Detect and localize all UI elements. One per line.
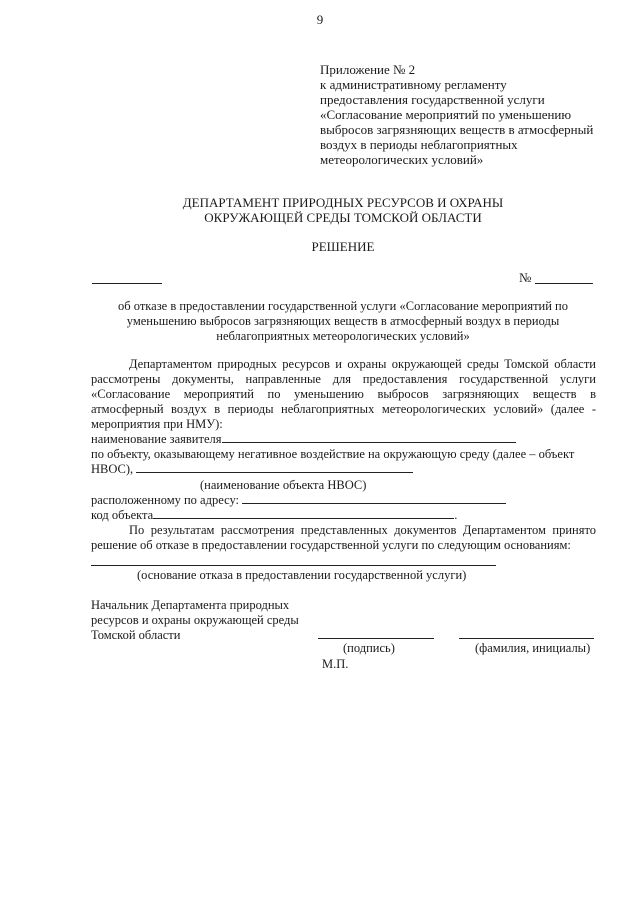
body-paragraph: Департаментом природных ресурсов и охраны окружающей среды Томской области рассмотрены документы, направленные для предоставления государственной услуги «Согласование мероприятий по уменьшению выбросов загрязняющих веществ в атмосферный воздух в периоды неблагоприятных метеорологических условий» (далее - мероприятия при НМУ): <box>91 357 596 431</box>
date-field-line <box>92 283 162 284</box>
nvos-label: НВОС), <box>91 462 134 476</box>
applicant-label: наименование заявителя <box>91 432 222 446</box>
address-row <box>91 493 596 508</box>
code-row <box>91 508 596 523</box>
annex-line: метеорологических условий» <box>320 152 484 167</box>
number-field-line <box>535 283 593 284</box>
applicant-row <box>91 432 596 447</box>
result-paragraph: По результатам рассмотрения представленных документов Департаментом принято решение об отказе в предоставлении государственной услуги по следующим основаниям: <box>91 523 596 552</box>
address-label: расположенному по адресу: <box>91 493 240 507</box>
number-label: № <box>519 270 532 285</box>
signature-field-line <box>318 638 434 639</box>
page-number: 9 <box>316 12 324 27</box>
nvos-row <box>91 462 596 477</box>
decision-title: РЕШЕНИЕ <box>311 239 375 254</box>
name-field-line <box>459 638 594 639</box>
department-line-2: ОКРУЖАЮЩЕЙ СРЕДЫ ТОМСКОЙ ОБЛАСТИ <box>204 210 482 225</box>
subject-line-1: об отказе в предоставлении государственной услуги «Согласование мероприятий по <box>118 299 568 313</box>
annex-line: предоставления государственной услуги <box>320 92 545 107</box>
annex-line: воздух в периоды неблагоприятных <box>320 137 518 152</box>
subject-line-3: неблагоприятных метеорологических условий» <box>216 329 470 343</box>
annex-line: Приложение № 2 <box>320 62 416 77</box>
object-label: по объекту, оказывающему негативное воздействие на окружающую среду (далее – объект <box>91 447 575 461</box>
annex-line: выбросов загрязняющих веществ в атмосферный <box>320 122 594 137</box>
signatory-line: Начальник Департамента природных <box>91 598 290 612</box>
nvos-caption: (наименование объекта НВОС) <box>200 478 367 492</box>
department-line-1: ДЕПАРТАМЕНТ ПРИРОДНЫХ РЕСУРСОВ И ОХРАНЫ <box>182 195 504 210</box>
reason-caption: (основание отказа в предоставлении государственной услуги) <box>137 568 467 582</box>
annex-line: к административному регламенту <box>320 77 507 92</box>
signatory-line: ресурсов и охраны окружающей среды <box>91 613 299 627</box>
signature-caption: (подпись) <box>343 641 395 655</box>
annex-line: «Согласование мероприятий по уменьшению <box>320 107 572 122</box>
code-end: . <box>454 508 458 522</box>
signatory-block <box>91 598 351 643</box>
reason-field-line <box>91 565 496 566</box>
code-field-line <box>153 518 454 519</box>
address-field-line <box>242 503 506 504</box>
code-label: код объекта <box>91 508 154 522</box>
signatory-line: Томской области <box>91 628 181 642</box>
applicant-field-line <box>222 442 516 443</box>
stamp-label: М.П. <box>322 657 349 671</box>
annex-block <box>320 62 630 167</box>
department-heading <box>0 195 640 225</box>
name-caption: (фамилия, инициалы) <box>475 641 591 655</box>
nvos-field-line <box>136 472 413 473</box>
decision-subject <box>80 299 606 344</box>
subject-line-2: уменьшению выбросов загрязняющих веществ в атмосферный воздух в периоды <box>126 314 560 328</box>
